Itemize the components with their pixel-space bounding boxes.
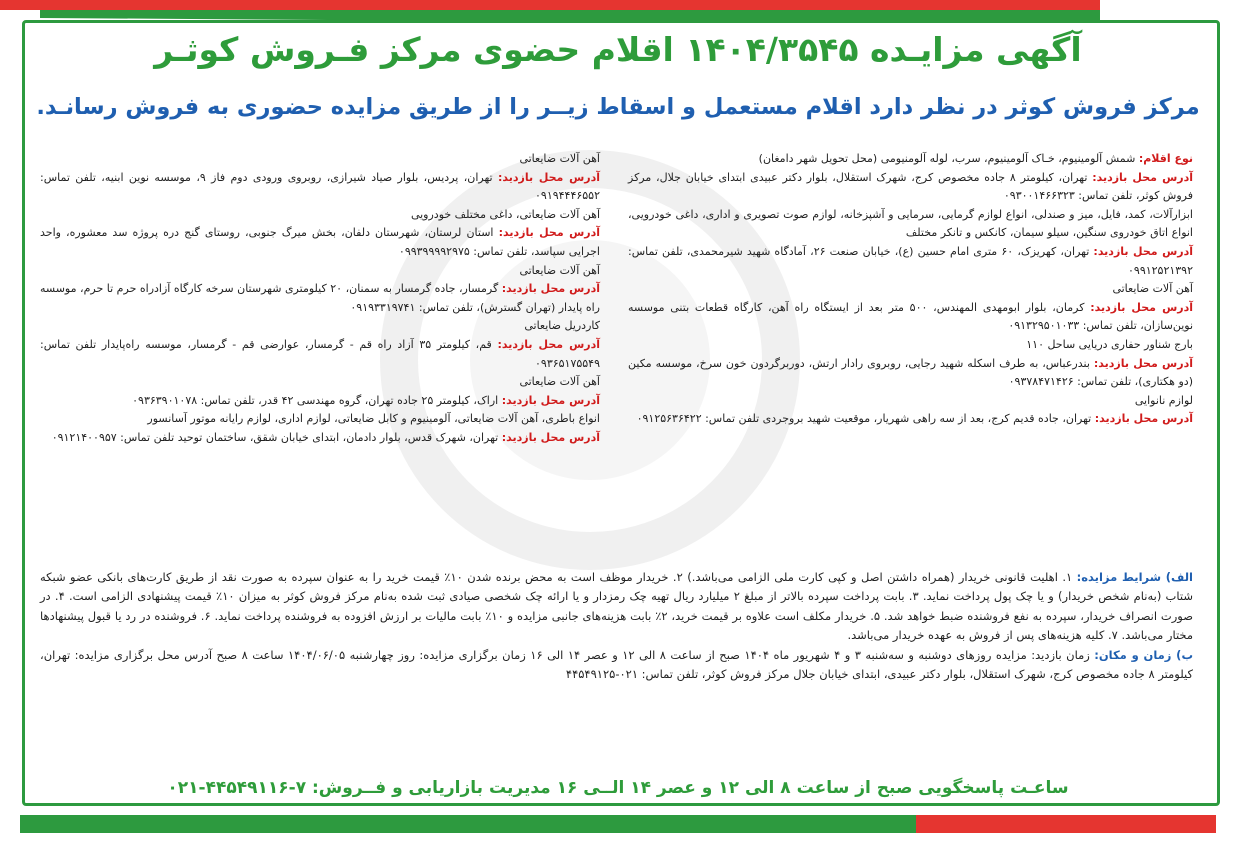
ad-title: آگهی مزایـده ۱۴۰۴/۳۵۴۵ اقلام حضوی مرکز فـروش کوثـر xyxy=(154,30,1082,69)
time-place-label: ب) زمان و مکان: xyxy=(1094,647,1193,662)
listing-text: تهران، کیلومتر ۸ جاده مخصوص کرج، شهرک استقلال، بلوار دکتر عبیدی ابتدای خیابان جلال، مرکز فروش کوثر، تلفن تماس: ۰۹۳۰۰۱۴۶۶۳۲۳ xyxy=(628,170,1193,203)
conditions-text: ۱. اهلیت قانونی خریدار (همراه داشتن اصل و کپی کارت ملی الزامی می‌باشد.) ۲. خریدار موظف است به محض برنده شدن ۱۰٪ قیمت خرید را به عنوان سپرده به صورت نقد از طریق کارت‌های بانکی عضو شبکه شتاب (به‌نام شخص خریدار) و یا چک پول پرداخت نماید. ۳. بابت پرداخت سپرده بالاتر از مبلغ ۲ میلیارد ریال تهیه چک رمزدار و یا ارائه چک شخصی صیادی ثبت شده به‌نام مرکز فروش کوثر به میزان ۱۰٪ قیمت پیشنهادی الزامی است. ۴. در صورت انصراف خریدار، سپرده به نفع فروشنده ضبط خواهد شد. ۵. خریدار مکلف است علاوه بر قیمت خرید، ۲٪ بابت هزینه‌های جانبی مزایده و ۱۰٪ بابت مالیات بر ارزش افزوده به فروشنده پرداخت نماید. ۶. فروشنده در رد یا قبول پیشنهادها مختار می‌باشد. ۷. کلیه هزینه‌های پس از فروش به عهده خریدار می‌باشد. xyxy=(40,570,1193,643)
visit-address-label: آدرس محل بازدید: xyxy=(498,226,601,240)
listing-entry xyxy=(40,206,600,225)
listing-text: آهن آلات ضایعاتی xyxy=(519,263,600,277)
listing-entry xyxy=(628,355,1193,392)
time-place-text: زمان بازدید: مزایده روزهای دوشنبه و سه‌شنبه ۳ و ۴ شهریور ماه ۱۴۰۴ صبح از ساعت ۸ الی ۱۲ و عصر ۱۴ الی ۱۶ زمان برگزاری مزایده: روز چهارشنبه ۱۴۰۴/۰۶/۰۵ ساعت ۸ صبح آدرس محل برگزاری مزایده: تهران، کیلومتر ۸ جاده مخصوص کرج، شهرک استقلال، بلوار دکتر عبیدی، ابتدای خیابان جلال مرکز فروش کوثر، تلفن تماس: ۰۲۱-۴۴۵۴۹۱۲۵ xyxy=(40,647,1193,682)
listing-text: تهران، پردیس، بلوار صیاد شیرازی، روبروی ورودی دوم فاز ۹، موسسه نوین ابنیه، تلفن تماس: ۰۹۱۹۴۴۴۶۵۵۲ xyxy=(40,170,600,203)
listing-entry xyxy=(628,410,1193,429)
listing-text: انواع باطری، آهن آلات ضایعاتی، آلومینیوم و کابل ضایعاتی، لوازم اداری، لوازم رایانه موتور آسانسور xyxy=(147,412,600,426)
listing-entry xyxy=(40,150,600,169)
listing-text: بندرعباس، به طرف اسکله شهید رجایی، روبروی رادار ارتش، دوربرگردون خون سرخ، موسسه مکین (دو هکتاری)، تلفن تماس: ۰۹۳۷۸۴۷۱۴۲۶ xyxy=(628,356,1193,389)
visit-address-label: آدرس محل بازدید: xyxy=(1094,412,1193,426)
listing-entry xyxy=(40,262,600,281)
listing-entry xyxy=(40,224,600,261)
visit-address-label: آدرس محل بازدید: xyxy=(501,430,600,444)
listing-entry xyxy=(628,280,1193,299)
bottom-decorative-bar xyxy=(20,815,1216,833)
listing-text: لوازم نانوایی xyxy=(1134,393,1193,407)
visit-address-label: آدرس محل بازدید: xyxy=(501,282,601,296)
ad-subtitle: مرکز فروش کوثر در نظر دارد اقلام مستعمل و اسقاط زیــر را از طریق مزایده حضوری به فروش رسانـد. xyxy=(36,94,1200,120)
listing-text: آهن آلات ضایعاتی xyxy=(519,152,600,165)
listing-entry xyxy=(40,317,600,336)
listing-text: استان لرستان، شهرستان دلفان، بخش میرگ جنوبی، روستای گنج دره پروژه سد معشوره، واحد اجرایی سپاسد، تلفن تماس: ۰۹۹۳۹۹۹۹۲۹۷۵ xyxy=(40,226,600,258)
listing-text: کاردریل ضایعاتی xyxy=(524,319,600,333)
listing-text: اراک، کیلومتر ۲۵ جاده تهران، گروه مهندسی ۴۲ قدر، تلفن تماس: ۰۹۳۶۳۹۰۱۰۷۸ xyxy=(132,393,502,407)
listing-entry xyxy=(628,243,1193,280)
conditions-paragraph xyxy=(40,568,1193,646)
terms-section xyxy=(40,568,1193,684)
listing-entry xyxy=(40,392,600,411)
visit-address-label: آدرس محل بازدید: xyxy=(501,393,600,407)
listing-text: شمش آلومینیوم، خـاک آلومینیوم، سرب، لوله آلومنیومی (محل تحویل شهر دامغان) xyxy=(758,152,1139,165)
visit-address-label: آدرس محل بازدید: xyxy=(497,170,601,184)
listing-entry xyxy=(40,373,600,392)
listing-entry xyxy=(40,169,600,206)
listing-entry xyxy=(40,280,600,317)
visit-address-label: نوع اقلام: xyxy=(1138,152,1193,165)
listing-entry xyxy=(628,150,1193,169)
listing-text: ابزارآلات، کمد، فایل، میز و صندلی، انواع لوازم گرمایی، سرمایی و آشپزخانه، لوازم صوت تصویری و اداری، داغی خودرویی، انواع اتاق خودروی سنگین، سیلو سیمان، کانکس و تانکر مختلف xyxy=(628,207,1193,240)
listing-entry xyxy=(40,336,600,373)
listing-entry xyxy=(628,336,1193,355)
listing-entry xyxy=(40,410,600,429)
visit-address-label: آدرس محل بازدید: xyxy=(1090,300,1193,314)
listing-text: قم، کیلومتر ۳۵ آزاد راه قم - گرمسار، عوارضی قم - گرمسار، موسسه راه‌پایدار تلفن تماس: ۰۹۳۶۵۱۷۵۵۴۹ xyxy=(40,337,600,370)
listing-entry xyxy=(628,392,1193,411)
left-column xyxy=(40,150,600,448)
listing-text: بارج شناور حفاری دریایی ساحل ۱۱۰ xyxy=(1026,337,1193,351)
visit-address-label: آدرس محل بازدید: xyxy=(1093,244,1194,258)
listing-entry xyxy=(628,206,1193,243)
listing-text: آهن آلات ضایعاتی، داغی مختلف خودرویی xyxy=(410,207,600,221)
visit-address-label: آدرس محل بازدید: xyxy=(497,337,601,351)
listing-text: آهن آلات ضایعاتی xyxy=(1112,282,1193,296)
listing-entry xyxy=(628,299,1193,336)
visit-address-label: آدرس محل بازدید: xyxy=(1092,170,1194,184)
right-column xyxy=(628,150,1193,429)
conditions-label: الف) شرایط مزایده: xyxy=(1076,570,1193,584)
contact-line: ساعـت پاسخگویی صبح از ساعت ۸ الی ۱۲ و عصر ۱۴ الــی ۱۶ مدیریت بازاریابی و فــروش: ۷-۴۴۵۴۹۱۱۶-۰۲۱ xyxy=(167,778,1069,798)
listing-text: آهن آلات ضایعاتی xyxy=(519,375,600,389)
listing-entry xyxy=(40,429,600,448)
time-place-paragraph xyxy=(40,646,1193,685)
visit-address-label: آدرس محل بازدید: xyxy=(1093,356,1193,370)
listing-text: تهران، شهرک قدس، بلوار دادمان، ابتدای خیابان شقق، ساختمان توحید تلفن تماس: ۰۹۱۲۱۴۰۰۹۵۷ xyxy=(51,430,502,444)
listing-text: تهران، کهریزک، ۶۰ متری امام حسین (ع)، خیابان صنعت ۲۶، آمادگاه شهید شیرمحمدی، تلفن تماس: ۰۹۹۱۲۵۲۱۳۹۲ xyxy=(628,244,1193,277)
listing-text: گرمسار، جاده گرمسار به سمنان، ۲۰ کیلومتری شهرستان سرخه کارگاه آزادراه حرم تا حرم، موسسه راه پایدار (تهران گسترش)، تلفن تماس: ۰۹۱۹۳۳۱۹۷۴۱ xyxy=(40,282,600,314)
listing-entry xyxy=(628,169,1193,206)
listing-text: کرمان، بلوار ابومهدی المهندس، ۵۰۰ متر بعد از ایستگاه راه آهن، کارگاه قطعات بتنی موسسه نوین‌سازان، تلفن تماس: ۰۹۱۳۲۹۵۰۱۰۳۳ xyxy=(628,300,1193,333)
listing-text: تهران، جاده قدیم کرج، بعد از سه راهی شهریار، موقعیت شهید بروجردی تلفن تماس: ۰۹۱۲۵۶۳۶۴۲۲ xyxy=(636,412,1095,426)
